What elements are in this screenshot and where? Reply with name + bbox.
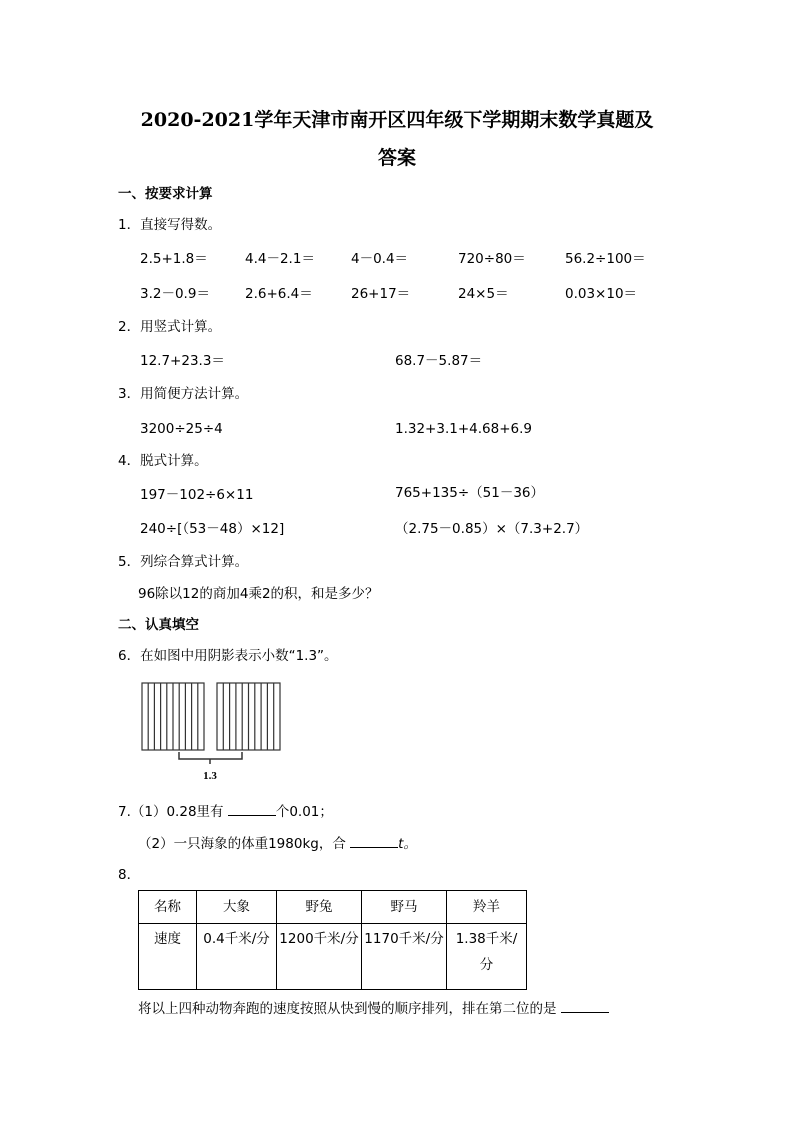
table-row [139, 924, 527, 990]
q1-item: 4－0.4＝ [351, 251, 409, 267]
q1-item: 26+17＝ [351, 286, 411, 302]
q4-item: 197－102÷6×11 [140, 487, 254, 503]
q7-part1 [118, 802, 333, 821]
q2-label: 2．用竖式计算。 [118, 319, 222, 335]
q4-item: 240÷[（53－48）×12] [140, 521, 285, 537]
q7-part1-text: 7.（1）0.28里有 [118, 804, 224, 820]
table-cell: 名称 [139, 891, 197, 924]
q7-part2-text: （2）一只海象的体重1980kg，合 [138, 836, 346, 852]
q5-text: 96除以12的商加4乘2的积，和是多少？ [138, 586, 379, 602]
table-cell: 1200千米/分 [277, 924, 362, 990]
q7-part2-suffix: t。 [398, 836, 417, 852]
q1-item: 2.6+6.4＝ [245, 286, 313, 302]
q1-item: 0.03×10＝ [565, 286, 638, 302]
q4-item: （2.75－0.85）×（7.3+2.7） [395, 521, 589, 537]
q6-label: 6．在如图中用阴影表示小数“1.3”。 [118, 648, 338, 664]
q4-label: 4．脱式计算。 [118, 453, 208, 469]
table-cell: 大象 [197, 891, 277, 924]
section-heading-2: 二、认真填空 [118, 617, 199, 633]
q5-label: 5．列综合算式计算。 [118, 554, 249, 570]
q1-item: 3.2－0.9＝ [140, 286, 210, 302]
figure-label: 1.3 [203, 770, 217, 782]
table-header-row [139, 891, 527, 924]
title-line2: 答案 [377, 147, 416, 169]
title-line1: 2020-2021学年天津市南开区四年级下学期期末数学真题及 [140, 109, 654, 131]
q4-item: 765+135÷（51－36） [395, 485, 545, 501]
q3-item: 1.32+3.1+4.68+6.9 [395, 421, 532, 437]
answer-blank[interactable] [561, 999, 609, 1013]
q8-label: 8． [118, 867, 141, 883]
table-cell: 速度 [139, 924, 197, 990]
answer-blank[interactable] [350, 834, 398, 848]
q2-item: 12.7+23.3＝ [140, 353, 225, 369]
q7-part1-suffix: 个0.01； [275, 804, 333, 820]
q2-item: 68.7－5.87＝ [395, 353, 483, 369]
q1-item: 24×5＝ [458, 286, 509, 302]
q1-item: 4.4－2.1＝ [245, 251, 315, 267]
answer-blank[interactable] [228, 802, 276, 816]
table-cell: 野马 [362, 891, 447, 924]
table-cell: 羚羊 [447, 891, 527, 924]
section-heading-1: 一、按要求计算 [118, 186, 213, 202]
table-cell: 野兔 [277, 891, 362, 924]
q3-item: 3200÷25÷4 [140, 421, 223, 437]
q1-label: 1．直接写得数。 [118, 217, 222, 233]
q1-item: 2.5+1.8＝ [140, 251, 208, 267]
q1-item: 720÷80＝ [458, 251, 526, 267]
q8-question-text: 将以上四种动物奔跑的速度按照从快到慢的顺序排列，排在第二位的是 [138, 1001, 557, 1017]
speed-table [138, 890, 527, 990]
table-cell: 1.38千米/分 [447, 924, 527, 990]
q1-item: 56.2÷100＝ [565, 251, 646, 267]
q3-label: 3．用简便方法计算。 [118, 386, 249, 402]
q7-part2 [138, 834, 417, 853]
table-cell: 0.4千米/分 [197, 924, 277, 990]
table-cell: 1170千米/分 [362, 924, 447, 990]
decimal-grid-figure [140, 680, 285, 785]
q8-question [138, 999, 609, 1018]
